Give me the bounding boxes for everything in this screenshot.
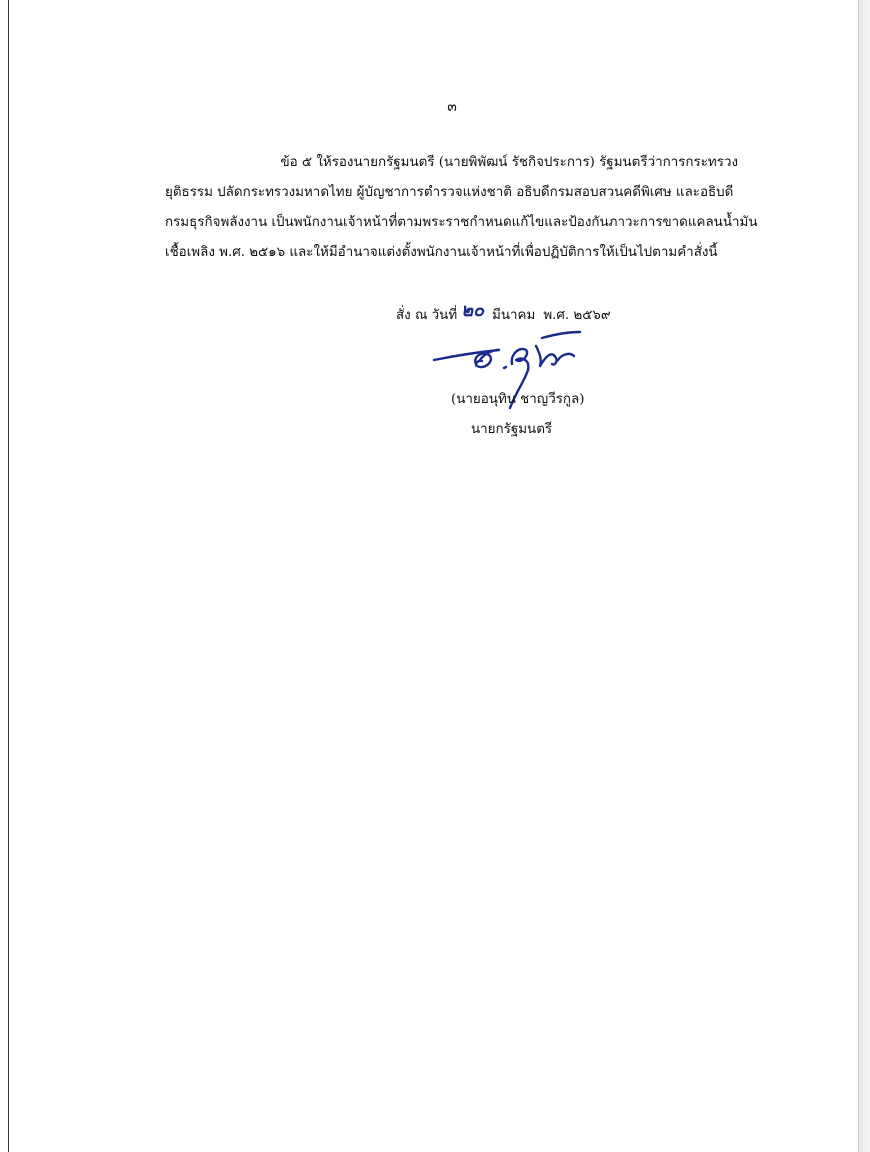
paragraph-line-4: เชื้อเพลิง พ.ศ. ๒๕๑๖ และให้มีอำนาจแต่งตั้งพนักงานเจ้าหน้าที่เพื่อปฏิบัติการให้เป็นไปตามคำสั่งนี้: [165, 245, 718, 260]
paragraph-line-3: กรมธุรกิจพลังงาน เป็นพนักงานเจ้าหน้าที่ตามพระราชกำหนดแก้ไขและป้องกันภาวะการขาดแคลนน้ำมัน: [165, 215, 758, 230]
handwritten-day: ๒๐: [461, 300, 485, 321]
paragraph-line-2: ยุติธรรม ปลัดกระทรวงมหาดไทย ผู้บัญชาการตำรวจแห่งชาติ อธิบดีกรมสอบสวนคดีพิเศษ และอธิบดี: [165, 185, 734, 200]
signer-name: (นายอนุทิน ชาญวีรกูล): [451, 392, 585, 407]
given-month: มีนาคม: [492, 308, 536, 323]
signer-title: นายกรัฐมนตรี: [471, 422, 553, 437]
given-year: พ.ศ. ๒๕๖๙: [543, 308, 611, 323]
page-left-edge: [8, 0, 9, 1152]
page-right-edge: [858, 0, 870, 1152]
page-number: ๓: [447, 99, 457, 115]
paragraph-line-1: ข้อ ๕ ให้รองนายกรัฐมนตรี (นายพิพัฒน์ รัชกิจประการ) รัฐมนตรีว่าการกระทรวง: [280, 155, 738, 170]
given-prefix: สั่ง ณ วันที่: [396, 308, 458, 323]
